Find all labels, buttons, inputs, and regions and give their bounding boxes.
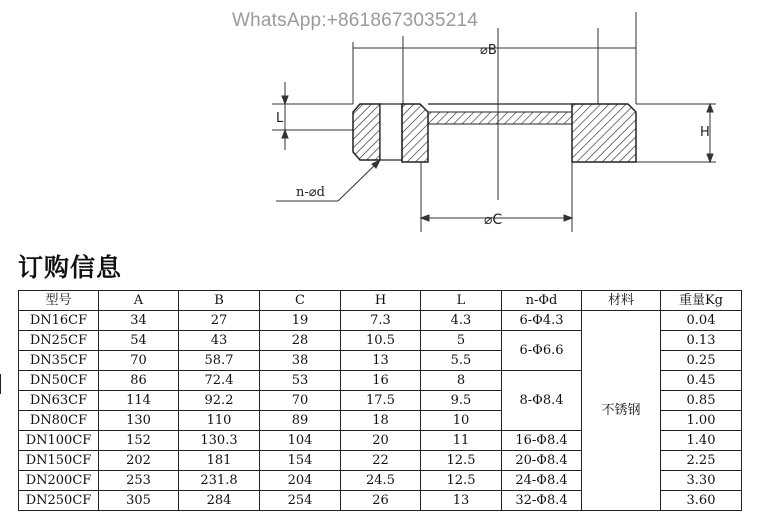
cell-material: 不锈钢 <box>582 311 661 511</box>
cell-weight: 1.00 <box>661 411 742 431</box>
phi-c-label: ⌀C <box>484 212 503 228</box>
cell-l: 12.5 <box>421 451 502 471</box>
cell-c: 254 <box>260 491 341 511</box>
cell-l: 11 <box>421 431 502 451</box>
cell-h: 20 <box>341 431 421 451</box>
flange-right-section <box>428 104 636 162</box>
cell-weight: 0.45 <box>661 371 742 391</box>
cell-b: 92.2 <box>179 391 260 411</box>
cell-b: 43 <box>179 331 260 351</box>
cell-weight: 0.85 <box>661 391 742 411</box>
cell-h: 7.3 <box>341 311 421 331</box>
cell-weight: 0.13 <box>661 331 742 351</box>
cell-c: 28 <box>260 331 341 351</box>
cell-c: 154 <box>260 451 341 471</box>
cell-a: 152 <box>99 431 179 451</box>
cell-model: DN250CF <box>19 491 99 511</box>
cell-a: 202 <box>99 451 179 471</box>
cell-b: 110 <box>179 411 260 431</box>
cell-model: DN150CF <box>19 451 99 471</box>
cell-holes: 32-Φ8.4 <box>502 491 582 511</box>
dimension-l <box>272 82 353 150</box>
cell-holes: 6-Φ6.6 <box>502 331 582 371</box>
header-weight: 重量Kg <box>661 291 742 311</box>
cell-holes: 6-Φ4.3 <box>502 311 582 331</box>
cell-l: 5 <box>421 331 502 351</box>
cell-c: 38 <box>260 351 341 371</box>
header-model: 型号 <box>19 291 99 311</box>
cell-a: 34 <box>99 311 179 331</box>
holes-leader <box>276 160 380 201</box>
cell-c: 89 <box>260 411 341 431</box>
cell-b: 72.4 <box>179 371 260 391</box>
cell-c: 104 <box>260 431 341 451</box>
cell-model: DN25CF <box>19 331 99 351</box>
cell-b: 284 <box>179 491 260 511</box>
cell-l: 13 <box>421 491 502 511</box>
phi-b-label: ⌀B <box>480 43 497 58</box>
cell-b: 58.7 <box>179 351 260 371</box>
cell-model: DN50CF <box>19 371 99 391</box>
holes-label: n-⌀d <box>296 185 325 200</box>
cell-h: 17.5 <box>341 391 421 411</box>
cell-c: 53 <box>260 371 341 391</box>
extension-lines <box>421 28 572 232</box>
cell-holes: 8-Φ8.4 <box>502 371 582 431</box>
table-row <box>19 311 742 331</box>
table-header-row <box>19 291 742 311</box>
cell-c: 204 <box>260 471 341 491</box>
cell-model: DN16CF <box>19 311 99 331</box>
cell-a: 54 <box>99 331 179 351</box>
flange-left-section <box>353 104 428 162</box>
header-b: B <box>179 291 260 311</box>
header-material: 材料 <box>582 291 661 311</box>
cell-h: 24.5 <box>341 471 421 491</box>
cell-model: DN35CF <box>19 351 99 371</box>
cell-a: 86 <box>99 371 179 391</box>
cell-model: DN63CF <box>19 391 99 411</box>
h-label: H <box>700 125 710 140</box>
cell-a: 130 <box>99 411 179 431</box>
cell-h: 16 <box>341 371 421 391</box>
cell-c: 19 <box>260 311 341 331</box>
cell-model: DN200CF <box>19 471 99 491</box>
header-holes: n-Φd <box>502 291 582 311</box>
cell-weight: 3.30 <box>661 471 742 491</box>
cell-b: 27 <box>179 311 260 331</box>
section-title: 订购信息 <box>18 253 123 282</box>
cell-l: 4.3 <box>421 311 502 331</box>
cell-weight: 1.40 <box>661 431 742 451</box>
cell-weight: 3.60 <box>661 491 742 511</box>
header-a: A <box>99 291 179 311</box>
cell-weight: 0.04 <box>661 311 742 331</box>
cell-holes: 20-Φ8.4 <box>502 451 582 471</box>
cell-l: 10 <box>421 411 502 431</box>
header-l: L <box>421 291 502 311</box>
cell-weight: 0.25 <box>661 351 742 371</box>
cell-model: DN80CF <box>19 411 99 431</box>
cell-weight: 2.25 <box>661 451 742 471</box>
cell-l: 12.5 <box>421 471 502 491</box>
cell-b: 130.3 <box>179 431 260 451</box>
cell-b: 231.8 <box>179 471 260 491</box>
cell-a: 253 <box>99 471 179 491</box>
cell-a: 305 <box>99 491 179 511</box>
cell-b: 181 <box>179 451 260 471</box>
cell-a: 114 <box>99 391 179 411</box>
cell-h: 10.5 <box>341 331 421 351</box>
order-info-table <box>18 290 742 511</box>
header-c: C <box>260 291 341 311</box>
flange-cross-section-drawing <box>0 0 761 240</box>
cell-h: 18 <box>341 411 421 431</box>
cell-holes: 24-Φ8.4 <box>502 471 582 491</box>
l-label: L <box>276 111 284 126</box>
left-edge-mark <box>0 374 4 394</box>
cell-l: 9.5 <box>421 391 502 411</box>
cell-model: DN100CF <box>19 431 99 451</box>
cell-h: 13 <box>341 351 421 371</box>
whatsapp-watermark: WhatsApp:+8618673035214 <box>232 10 478 31</box>
cell-l: 8 <box>421 371 502 391</box>
cell-h: 26 <box>341 491 421 511</box>
cell-c: 70 <box>260 391 341 411</box>
cell-a: 70 <box>99 351 179 371</box>
cell-h: 22 <box>341 451 421 471</box>
cell-holes: 16-Φ8.4 <box>502 431 582 451</box>
cell-l: 5.5 <box>421 351 502 371</box>
header-h: H <box>341 291 421 311</box>
